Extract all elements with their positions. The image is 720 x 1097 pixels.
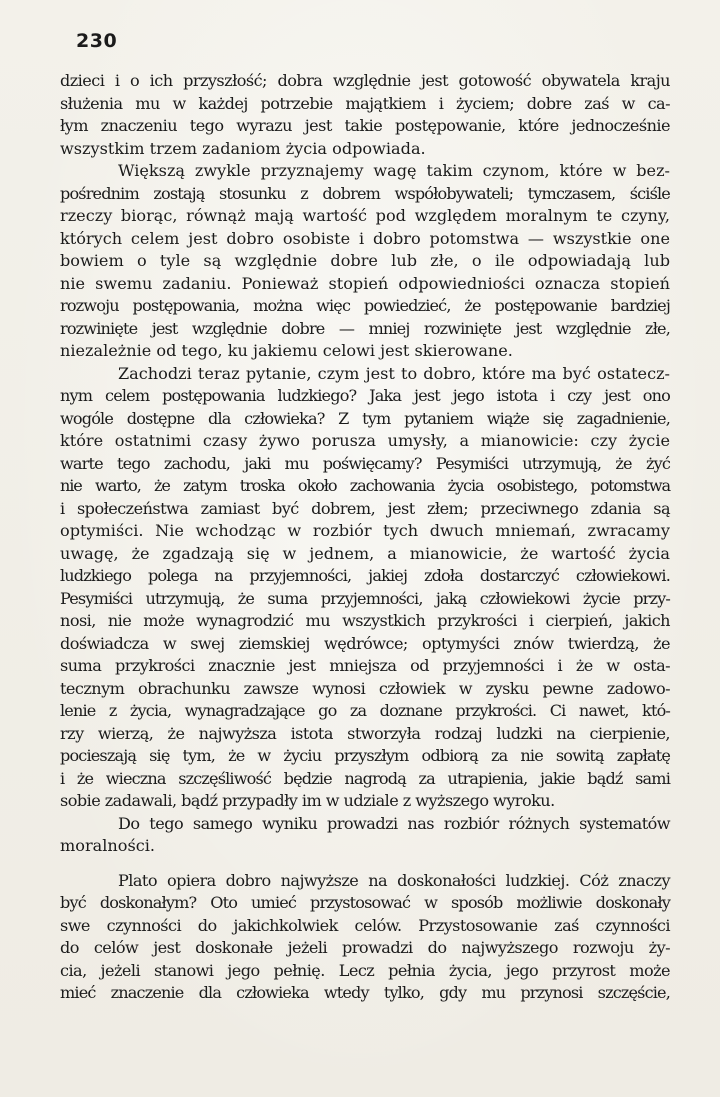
paragraph-1 xyxy=(60,70,670,160)
text-line: mieć znaczenie dla człowieka wtedy tylko, gdy mu przynosi szczęście, xyxy=(60,983,670,1002)
text-line: Pesymiści utrzymują, że suma przyjemności, jaką człowiekowi życie przy- xyxy=(60,588,670,608)
text-line: nie swemu zadaniu. Ponieważ stopień odpowiedniości oznacza stopień xyxy=(60,273,670,293)
text-line: rzeczy biorąc, równąż mają wartość pod względem moralnym te czyny, xyxy=(60,206,670,225)
text-line: i społeczeństwa zamiast być dobrem, jest złem; przeciwnego zdania są xyxy=(60,498,670,518)
text-line: służenia mu w każdej potrzebie majątkiem i życiem; dobre zaś w ca- xyxy=(60,93,670,113)
paragraph-3 xyxy=(60,363,670,813)
text-line: swe czynności do jakichkolwiek celów. Przystosowanie zaś czynności xyxy=(60,915,670,935)
text-line: rozwinięte jest względnie dobre — mniej rozwinięte jest względnie złe, xyxy=(60,318,670,338)
text-line: wogóle dostępne dla człowieka? Z tym pytaniem wiąże się zagadnienie, xyxy=(60,408,670,428)
text-line: łym znaczeniu tego wyrazu jest takie postępowanie, które jednocześnie xyxy=(60,116,670,135)
text-line: optymiści. Nie wchodząc w rozbiór tych dwuch mniemań, zwracamy xyxy=(60,521,670,540)
paragraph-5 xyxy=(60,870,670,1005)
page-number: 230 xyxy=(76,30,118,52)
text-line: do celów jest doskonałe jeżeli prowadzi do najwyższego rozwoju ży- xyxy=(60,938,670,957)
text-line: być doskonałym? Oto umieć przystosować w sposób możliwie doskonały xyxy=(60,893,670,912)
paragraph-4 xyxy=(60,813,670,858)
text-line: bowiem o tyle są względnie dobre lub złe, o ile odpowiadają lub xyxy=(60,251,670,270)
text-line: uwagę, że zgadzają się w jednem, a mianowicie, że wartość życia xyxy=(60,543,670,563)
text-line: nym celem postępowania ludzkiego? Jaka jest jego istota i czy jest ono xyxy=(60,386,670,405)
text-line: tecznym obrachunku zawsze wynosi człowiek w zysku pewne zadowo- xyxy=(60,678,670,698)
text-line: Większą zwykle przyznajemy wagę takim czynom, które w bez- xyxy=(118,161,670,180)
text-line: Do tego samego wyniku prowadzi nas rozbiór różnych systematów xyxy=(118,813,670,833)
text-line: doświadcza w swej ziemskiej wędrówce; optymyści znów twierdzą, że xyxy=(60,633,670,653)
text-line: wszystkim trzem zadaniom życia odpowiada. xyxy=(60,138,426,158)
text-line: Plato opiera dobro najwyższe na doskonałości ludzkiej. Cóż znaczy xyxy=(118,870,670,890)
text-line: lenie z życia, wynagradzające go za doznane przykrości. Ci nawet, któ- xyxy=(60,701,670,720)
text-line: pośrednim zostają stosunku z dobrem współobywateli; tymczasem, ściśle xyxy=(60,183,670,203)
text-line: ludzkiego polega na przyjemności, jakiej zdoła dostarczyć człowiekowi. xyxy=(60,566,670,585)
page-text xyxy=(60,70,670,1005)
text-line: których celem jest dobro osobiste i dobro potomstwa — wszystkie one xyxy=(60,228,670,248)
text-line: niezależnie od tego, ku jakiemu celowi jest skierowane. xyxy=(60,341,513,360)
text-line: dzieci i o ich przyszłość; dobra względnie jest gotowość obywatela kraju xyxy=(60,71,670,90)
text-line: rzy wierzą, że najwyższa istota stworzyła rodzaj ludzki na cierpienie, xyxy=(60,723,670,743)
paragraph-2 xyxy=(60,160,670,363)
text-line: nie warto, że zatym troska około zachowania życia osobistego, potomstwa xyxy=(60,476,670,495)
text-line: warte tego zachodu, jaki mu poświęcamy? Pesymiści utrzymują, że żyć xyxy=(60,453,670,473)
text-line: i że wieczna szczęśliwość będzie nagrodą za utrapienia, jakie bądź sami xyxy=(60,768,670,788)
text-line: rozwoju postępowania, można więc powiedzieć, że postępowanie bardziej xyxy=(60,296,670,315)
text-line: które ostatnimi czasy żywo porusza umysły, a mianowicie: czy życie xyxy=(60,431,670,450)
text-line: Zachodzi teraz pytanie, czym jest to dobro, które ma być ostatecz- xyxy=(118,363,670,383)
paragraph-gap xyxy=(60,858,670,870)
text-line: nosi, nie może wynagrodzić mu wszystkich przykrości i cierpień, jakich xyxy=(60,611,670,630)
text-line: suma przykrości znacznie jest mniejsza od przyjemności i że w osta- xyxy=(60,656,670,675)
text-line: moralności. xyxy=(60,836,155,855)
text-line: cia, jeżeli stanowi jego pełnię. Lecz pełnia życia, jego przyrost może xyxy=(60,960,670,980)
text-line: sobie zadawali, bądź przypadły im w udziale z wyższego wyroku. xyxy=(60,791,555,810)
text-line: pocieszają się tym, że w życiu przyszłym odbiorą za nie sowitą zapłatę xyxy=(60,746,670,765)
